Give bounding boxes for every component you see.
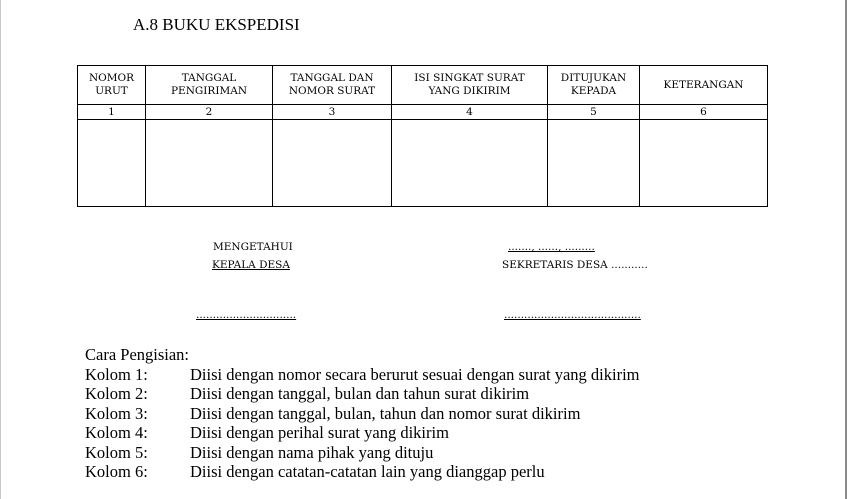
page-title: A.8 BUKU EKSPEDISI (133, 15, 300, 34)
table-cell (273, 120, 392, 207)
table-cell (640, 120, 768, 207)
kepala-desa-signature-line: .............................. (196, 309, 297, 321)
column-number: 1 (78, 105, 146, 120)
table-cell (548, 120, 640, 207)
header-tanggal-nomor-surat: TANGGAL DAN NOMOR SURAT (273, 66, 392, 105)
date-placeholder: ......., ......, ......... (508, 241, 595, 253)
header-tanggal-pengiriman: TANGGAL PENGIRIMAN (146, 66, 273, 105)
column-number: 4 (392, 105, 548, 120)
column-number: 2 (146, 105, 273, 120)
instruction-row: Kolom 1: Diisi dengan nomor secara berurut sesuai dengan surat yang dikirim (85, 364, 640, 384)
instruction-row: Kolom 2: Diisi dengan tanggal, bulan dan tahun surat dikirim (85, 384, 530, 403)
header-nomor-urut: NOMOR URUT (78, 66, 146, 105)
table-cell (392, 120, 548, 207)
table-cell (146, 120, 273, 207)
mengetahui-label: MENGETAHUI (213, 241, 293, 253)
instructions-heading: Cara Pengisian: (85, 345, 190, 364)
column-number: 5 (548, 105, 640, 120)
sekretaris-desa-title: SEKRETARIS DESA ........... (502, 259, 648, 271)
header-keterangan: KETERANGAN (640, 66, 768, 105)
sekretaris-desa-signature-line: ......................................... (504, 309, 641, 321)
instruction-row: Kolom 3: Diisi dengan tanggal, bulan, tahun dan nomor surat dikirim (85, 403, 581, 423)
table-header-row (78, 66, 768, 105)
table-row (78, 120, 768, 207)
filling-instructions (85, 345, 640, 482)
table-number-row (78, 105, 768, 120)
instruction-row: Kolom 5: Diisi dengan nama pihak yang dituju (85, 442, 434, 462)
table-cell (78, 120, 146, 207)
instruction-row: Kolom 4: Diisi dengan perihal surat yang dikirim (85, 423, 449, 442)
header-isi-singkat: ISI SINGKAT SURAT YANG DIKIRIM (392, 66, 548, 105)
header-ditujukan-kepada: DITUJUKAN KEPADA (548, 66, 640, 105)
column-number: 6 (640, 105, 768, 120)
column-number: 3 (273, 105, 392, 120)
instruction-row: Kolom 6: Diisi dengan catatan-catatan lain yang dianggap perlu (85, 462, 545, 481)
kepala-desa-title: KEPALA DESA (212, 259, 290, 271)
expedition-table (77, 65, 768, 207)
